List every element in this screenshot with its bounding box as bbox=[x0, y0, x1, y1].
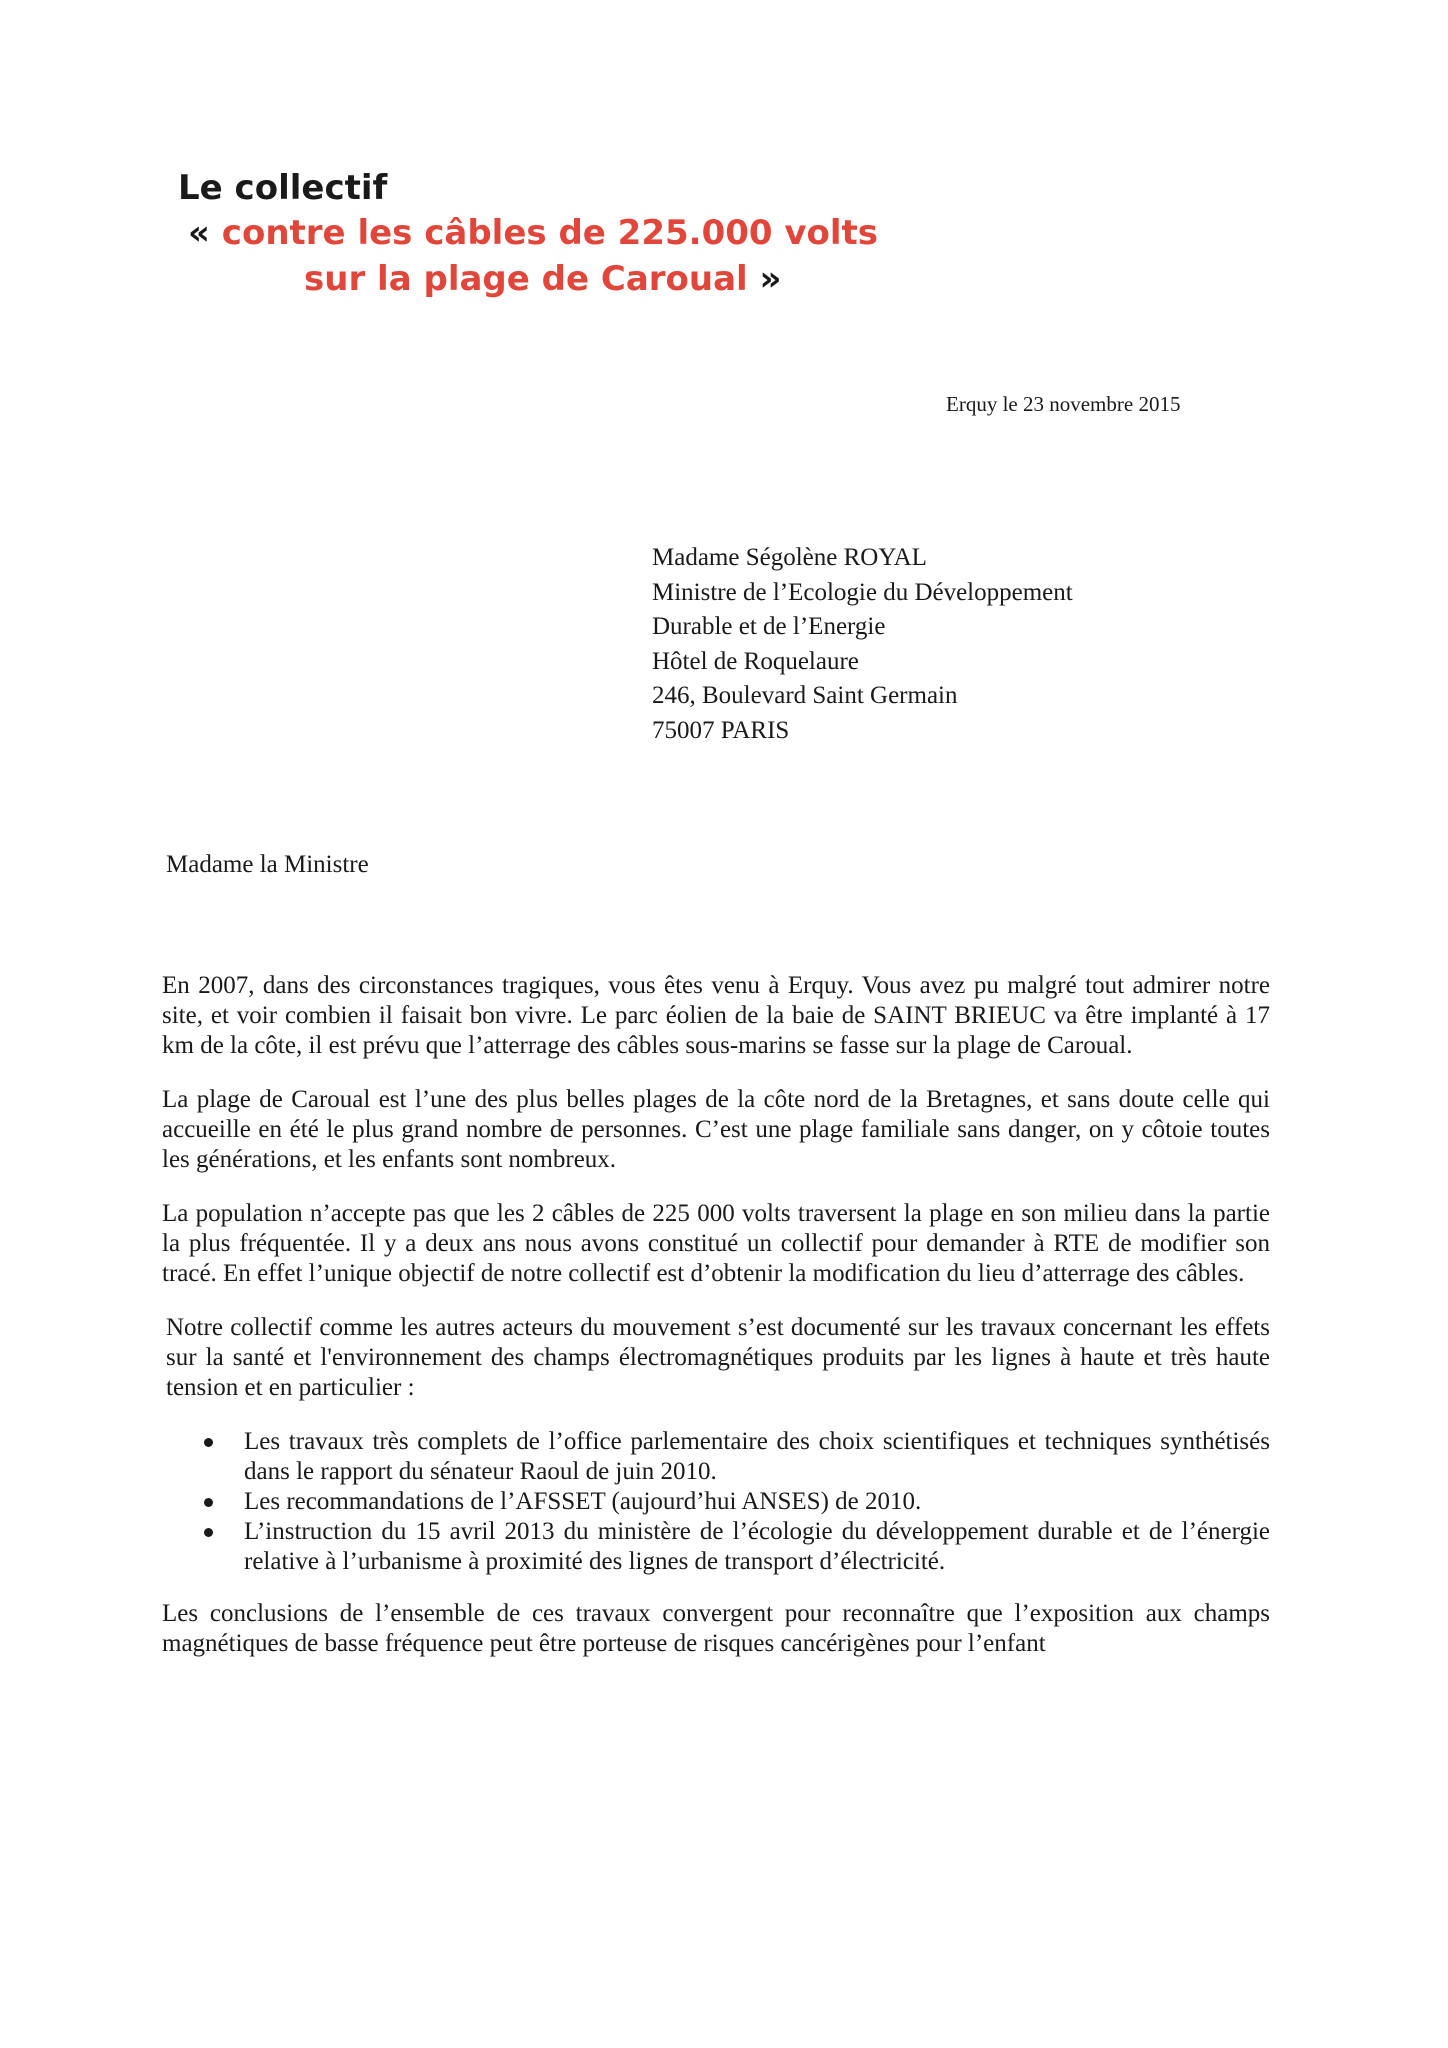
recipient-line: Ministre de l’Ecologie du Développement bbox=[652, 578, 1073, 606]
letterhead-subtitle-line2 bbox=[304, 256, 878, 302]
paragraph: Notre collectif comme les autres acteurs du mouvement s’est documenté sur les travaux concernant les effets sur la santé et l'environnement des champs électromagnétiques produits par les lignes à haute et très haute tension et en particulier : bbox=[166, 1314, 1270, 1401]
salutation: Madame la Ministre bbox=[166, 851, 369, 878]
letterhead-title: Le collectif bbox=[178, 168, 388, 208]
list-item-text: Les recommandations de l’AFSSET (aujourd’hui ANSES) de 2010. bbox=[244, 1488, 922, 1515]
recipient-line: Durable et de l’Energie bbox=[652, 613, 886, 640]
list-item bbox=[244, 1487, 1270, 1517]
bullet-icon bbox=[204, 1528, 213, 1537]
close-quote: » bbox=[759, 259, 782, 299]
letterhead-subtitle-line1 bbox=[188, 210, 878, 256]
paragraph: La plage de Caroual est l’une des plus belles plages de la côte nord de la Bretagnes, et sans doute celle qui accueille en été le plus grand nombre de personnes. C’est une plage familiale sans danger, on y côtoie toutes les générations, et les enfants sont nombreux. bbox=[162, 1086, 1270, 1173]
reference-list bbox=[162, 1427, 1270, 1577]
recipient-line: Hôtel de Roquelaure bbox=[652, 647, 859, 675]
paragraph: Les conclusions de l’ensemble de ces travaux convergent pour reconnaître que l’exposition aux champs magnétiques de basse fréquence peut être porteuse de risques cancérigènes pour l’enfant bbox=[162, 1600, 1270, 1657]
list-item-text: L’instruction du 15 avril 2013 du ministère de l’écologie du développement durable et de l’énergie relative à l’urbanisme à proximité des lignes de transport d’électricité. bbox=[244, 1518, 1270, 1575]
letter-body bbox=[162, 971, 1270, 1683]
bullet-icon bbox=[204, 1498, 213, 1507]
letter-date: Erquy le 23 novembre 2015 bbox=[946, 392, 1181, 416]
letterhead bbox=[178, 166, 878, 302]
bullet-icon bbox=[204, 1438, 213, 1447]
recipient-address bbox=[652, 541, 1073, 748]
subtitle-text-2: sur la plage de Caroual bbox=[304, 259, 760, 299]
subtitle-text-1: contre les câbles de 225.000 volts bbox=[209, 213, 879, 253]
list-item bbox=[244, 1427, 1270, 1487]
recipient-line: Madame Ségolène ROYAL bbox=[652, 544, 927, 571]
paragraph: En 2007, dans des circonstances tragiques, vous êtes venu à Erquy. Vous avez pu malgré tout admirer notre site, et voir combien il faisait bon vivre. Le parc éolien de la baie de SAINT BRIEUC va être implanté à 17 km de la côte, il est prévu que l’atterrage des câbles sous-marins se fasse sur la plage de Caroual. bbox=[162, 972, 1270, 1059]
open-quote: « bbox=[188, 213, 210, 253]
recipient-line: 246, Boulevard Saint Germain bbox=[652, 682, 958, 709]
recipient-line: 75007 PARIS bbox=[652, 716, 790, 744]
paragraph: La population n’accepte pas que les 2 câbles de 225 000 volts traversent la plage en son milieu dans la partie la plus fréquentée. Il y a deux ans nous avons constitué un collectif pour demander à RTE de modifier son tracé. En effet l’unique objectif de notre collectif est d’obtenir la modification du lieu d’atterrage des câbles. bbox=[162, 1200, 1270, 1287]
list-item bbox=[244, 1517, 1270, 1577]
list-item-text: Les travaux très complets de l’office parlementaire des choix scientifiques et techniques synthétisés dans le rapport du sénateur Raoul de juin 2010. bbox=[244, 1428, 1270, 1485]
